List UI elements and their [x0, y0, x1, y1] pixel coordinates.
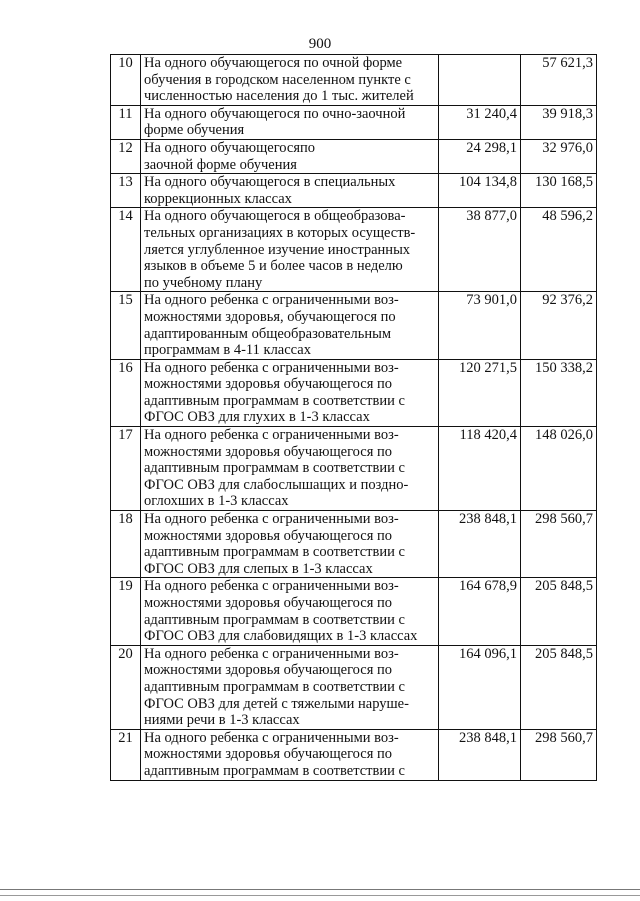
value-column-1: 73 901,0	[439, 292, 521, 359]
description-line: адаптированным общеобразовательным	[144, 325, 392, 342]
description-line: На одного обучающегося в общеобразова-	[144, 208, 406, 225]
description-line: ляется углубленное изучение иностранных	[144, 241, 411, 258]
row-description	[141, 427, 439, 511]
normatives-table	[110, 54, 597, 781]
description-line: языков в объеме 5 и более часов в неделю	[144, 258, 403, 275]
description-line: На одного обучающегося в специальных	[144, 174, 396, 191]
value-column-1: 31 240,4	[439, 105, 521, 139]
table-row	[111, 645, 597, 729]
value-column-1: 164 096,1	[439, 645, 521, 729]
description-line: ФГОС ОВЗ для глухих в 1-3 классах	[144, 409, 370, 426]
table-row	[111, 174, 597, 208]
description-line: На одного ребенка с ограниченными воз-	[144, 427, 399, 444]
table-row	[111, 55, 597, 106]
value-column-1: 238 848,1	[439, 729, 521, 780]
value-column-2: 48 596,2	[521, 208, 597, 292]
value-column-2: 32 976,0	[521, 139, 597, 173]
description-line: можностями здоровья обучающегося по	[144, 595, 393, 611]
description-line: численностью населения до 1 тыс. жителей	[144, 88, 414, 105]
footer-rule	[0, 889, 640, 890]
value-column-2: 298 560,7	[521, 729, 597, 780]
value-column-1: 104 134,8	[439, 174, 521, 208]
row-number: 15	[111, 292, 141, 359]
value-column-2: 205 848,5	[521, 578, 597, 645]
row-description	[141, 729, 439, 780]
table-row	[111, 292, 597, 359]
row-number: 19	[111, 578, 141, 645]
table-row	[111, 105, 597, 139]
row-description	[141, 292, 439, 359]
description-line: ФГОС ОВЗ для слепых в 1-3 классах	[144, 560, 373, 577]
description-line: ФГОС ОВЗ для слабослышащих и поздно-	[144, 476, 409, 493]
description-line: по учебному плану	[144, 274, 263, 291]
row-number: 16	[111, 359, 141, 426]
value-column-2: 298 560,7	[521, 511, 597, 578]
description-line: тельных организациях в которых осуществ-	[144, 224, 416, 241]
table-row	[111, 359, 597, 426]
description-line: форме обучения	[144, 122, 245, 139]
row-description	[141, 55, 439, 106]
row-number: 12	[111, 139, 141, 173]
description-line: коррекционных классах	[144, 190, 292, 207]
value-column-1: 38 877,0	[439, 208, 521, 292]
footer-rule	[0, 895, 640, 896]
row-number: 18	[111, 511, 141, 578]
row-number: 21	[111, 729, 141, 780]
description-line: можностями здоровья, обучающегося по	[144, 308, 396, 325]
description-line: адаптивным программам в соответствии с	[144, 678, 405, 695]
description-line: можностями здоровья обучающегося по	[144, 527, 393, 544]
description-line: обучения в городском населенном пункте с	[144, 71, 411, 88]
value-column-2: 57 621,3	[521, 55, 597, 106]
description-line: На одного обучающегося по очной форме	[144, 55, 403, 71]
description-line: можностями здоровья обучающегося по	[144, 746, 393, 763]
row-description	[141, 105, 439, 139]
row-description	[141, 359, 439, 426]
table-row	[111, 511, 597, 578]
description-line: На одного ребенка с ограниченными воз-	[144, 729, 399, 746]
description-line: заочной форме обучения	[144, 156, 297, 173]
description-line: На одного обучающегосяпо	[144, 139, 316, 156]
description-line: адаптивным программам в соответствии с	[144, 544, 405, 561]
value-column-2: 150 338,2	[521, 359, 597, 426]
description-line: На одного обучающегося по очно-заочной	[144, 105, 406, 122]
description-line: ФГОС ОВЗ для слабовидящих в 1-3 классах	[144, 628, 418, 645]
table-row	[111, 427, 597, 511]
row-number: 14	[111, 208, 141, 292]
description-line: можностями здоровья обучающегося по	[144, 376, 393, 393]
row-number: 17	[111, 427, 141, 511]
row-number: 13	[111, 174, 141, 208]
value-column-2: 39 918,3	[521, 105, 597, 139]
row-description	[141, 174, 439, 208]
description-line: На одного ребенка с ограниченными воз-	[144, 511, 399, 528]
table-body	[111, 55, 597, 781]
description-line: На одного ребенка с ограниченными воз-	[144, 645, 399, 662]
value-column-2: 92 376,2	[521, 292, 597, 359]
value-column-1	[439, 55, 521, 106]
value-column-1: 120 271,5	[439, 359, 521, 426]
description-line: программам в 4-11 классах	[144, 342, 311, 359]
description-line: адаптивным программам в соответствии с	[144, 392, 405, 409]
row-description	[141, 208, 439, 292]
value-column-1: 118 420,4	[439, 427, 521, 511]
description-line: ниями речи в 1-3 классах	[144, 712, 300, 729]
table-row	[111, 208, 597, 292]
value-column-1: 164 678,9	[439, 578, 521, 645]
row-number: 10	[111, 55, 141, 106]
row-number: 11	[111, 105, 141, 139]
description-line: ФГОС ОВЗ для детей с тяжелыми наруше-	[144, 695, 409, 712]
value-column-2: 205 848,5	[521, 645, 597, 729]
description-line: адаптивным программам в соответствии с	[144, 611, 405, 628]
value-column-1: 24 298,1	[439, 139, 521, 173]
value-column-1: 238 848,1	[439, 511, 521, 578]
table-row	[111, 729, 597, 780]
description-line: можностями здоровья обучающегося по	[144, 443, 393, 460]
value-column-2: 148 026,0	[521, 427, 597, 511]
description-line: оглохших в 1-3 классах	[144, 493, 289, 510]
value-column-2: 130 168,5	[521, 174, 597, 208]
description-line: адаптивным программам в соответствии с	[144, 762, 405, 779]
row-description	[141, 645, 439, 729]
description-line: можностями здоровья обучающегося по	[144, 662, 393, 679]
row-description	[141, 511, 439, 578]
description-line: На одного ребенка с ограниченными воз-	[144, 359, 399, 376]
description-line: На одного ребенка с ограниченными воз-	[144, 292, 399, 309]
table-row	[111, 139, 597, 173]
description-line: адаптивным программам в соответствии с	[144, 460, 405, 477]
description-line: На одного ребенка с ограниченными воз-	[144, 578, 399, 595]
page-number: 900	[308, 36, 332, 52]
row-description	[141, 578, 439, 645]
table-row	[111, 578, 597, 645]
row-number: 20	[111, 645, 141, 729]
row-description	[141, 139, 439, 173]
